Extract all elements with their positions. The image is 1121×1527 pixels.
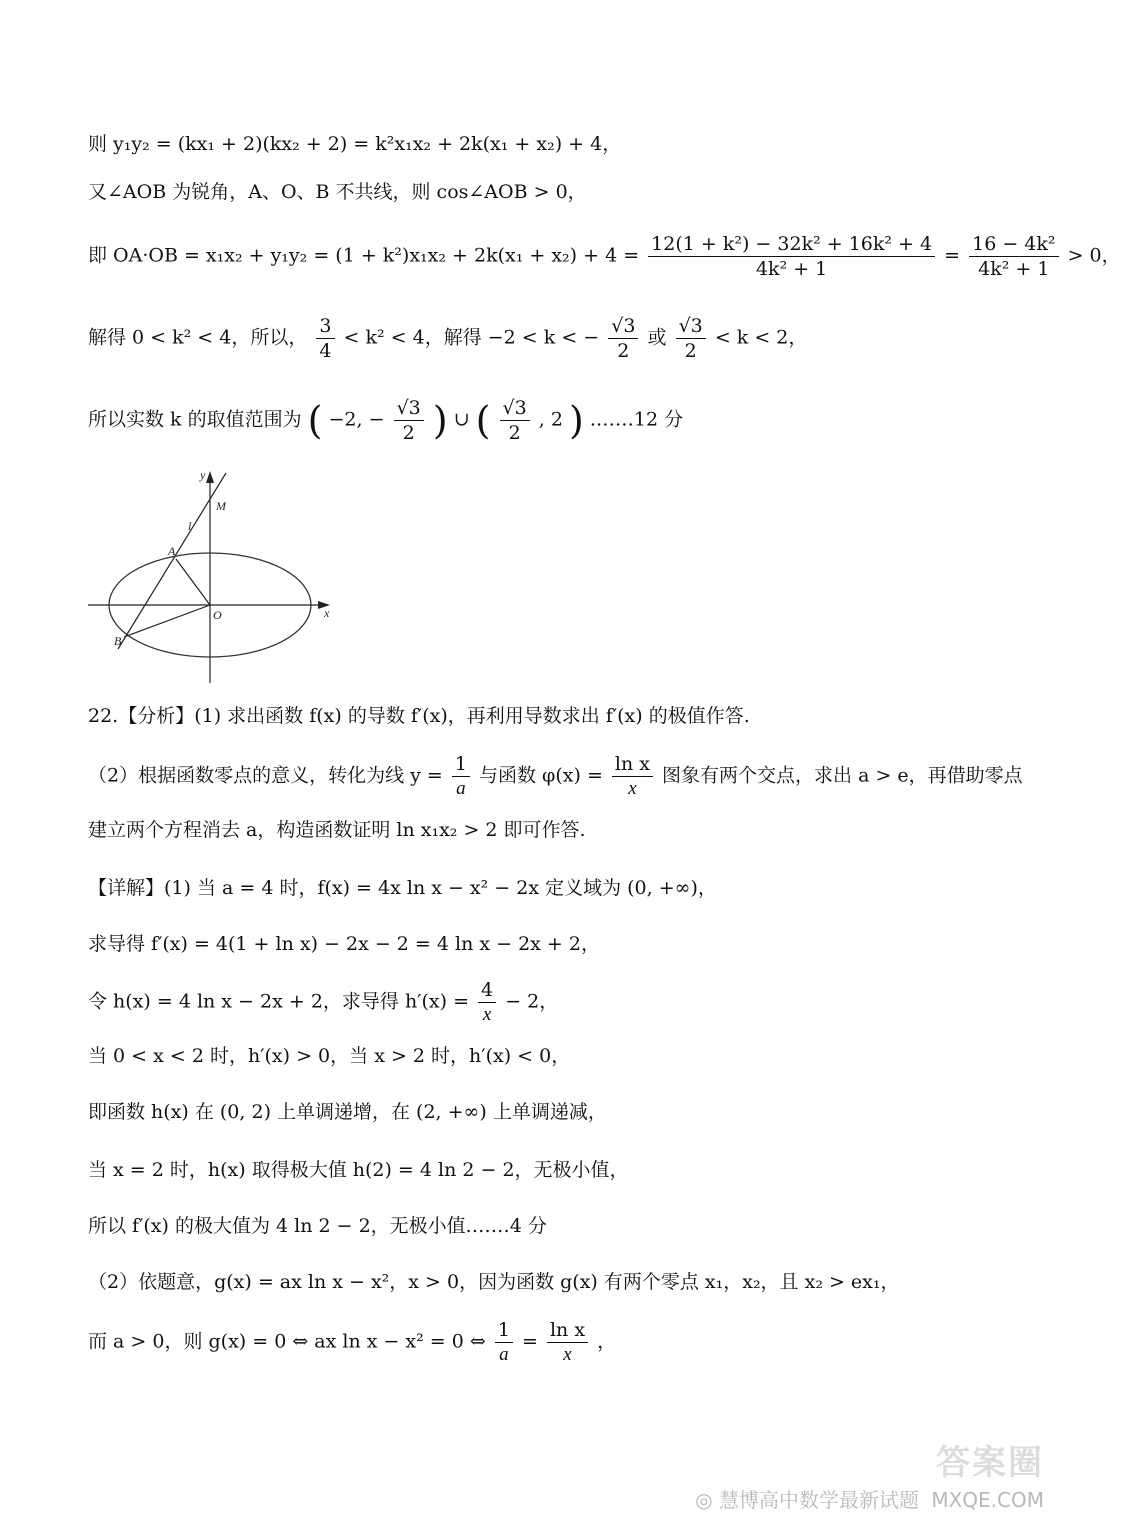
denominator: a (456, 778, 466, 799)
text: 与函数 φ(x) = (479, 764, 603, 787)
fraction (500, 396, 530, 445)
text: 而 a > 0，则 g(x) = 0 ⇔ ax ln x − x² = 0 ⇔ (88, 1330, 486, 1353)
watermark-brand: 答案圈 (936, 1443, 1044, 1483)
watermark (695, 1435, 1044, 1513)
denominator: a (499, 1344, 509, 1365)
numerator: 12(1 + k²) − 32k² + 16k² + 4 (648, 232, 935, 257)
text: 所以 f′(x) 的极大值为 4 ln 2 − 2，无极小值.……4 分 (88, 1215, 547, 1237)
detail-line-1 (88, 874, 717, 902)
text: 所以实数 k 的取值范围为 (88, 408, 302, 431)
fraction (612, 752, 653, 801)
denominator: 2 (508, 422, 521, 444)
text: −2, − (328, 408, 385, 431)
fraction (495, 1318, 513, 1367)
numerator: 1 (452, 752, 470, 777)
numerator: √3 (500, 396, 530, 421)
numerator: √3 (394, 396, 424, 421)
text: < k² < 4，解得 −2 < k < − (343, 326, 600, 349)
label-M: M (216, 499, 226, 513)
text: 则 y₁y₂ = (kx₁ + 2)(kx₂ + 2) = k²x₁x₂ + 2k(x₁ + x₂) + 4， (88, 133, 622, 155)
segment-OA (176, 559, 210, 605)
text: 当 x = 2 时，h(x) 取得极大值 h(2) = 4 ln 2 − 2，无极小值， (88, 1159, 629, 1181)
text: 22.【分析】(1) 求出函数 f(x) 的导数 f′(x)，再利用导数求出 f′(x) 的极值作答. (88, 705, 750, 727)
text: < k < 2， (714, 326, 808, 349)
paren: ) (432, 398, 448, 443)
numerator: ln x (612, 752, 653, 777)
text: 当 0 < x < 2 时，h′(x) > 0，当 x > 2 时，h′(x) < 0， (88, 1045, 571, 1067)
detail-line-8 (88, 1268, 900, 1296)
fraction (547, 1318, 588, 1367)
denominator: x (482, 1004, 492, 1025)
fraction (676, 314, 706, 363)
y-axis-arrow (206, 471, 214, 483)
label-x: x (324, 606, 330, 620)
numerator: √3 (608, 314, 638, 339)
text: （2）依题意，g(x) = ax ln x − x²，x > 0，因为函数 g(x) 有两个零点 x₁，x₂，且 x₂ > ex₁， (88, 1271, 900, 1293)
detail-line-5 (88, 1098, 607, 1126)
numerator: 16 − 4k² (969, 232, 1058, 257)
text: 即函数 h(x) 在 (0, 2) 上单调递增，在 (2, +∞) 上单调递减， (88, 1101, 607, 1123)
text: , 2 (538, 408, 563, 431)
text: = (944, 244, 961, 267)
detail-line-4 (88, 1042, 570, 1070)
text: 【详解】(1) 当 a = 4 时，f(x) = 4x ln x − x² − 2x 定义域为 (0, +∞)， (88, 877, 717, 899)
detail-line-6 (88, 1156, 629, 1184)
fraction (969, 232, 1058, 281)
label-A: A (168, 544, 176, 558)
text: 又∠AOB 为锐角，A、O、B 不共线，则 cos∠AOB > 0， (88, 181, 587, 203)
detail-line-7 (88, 1212, 547, 1240)
paren: ( (307, 398, 323, 443)
text: 解得 0 < k² < 4，所以， (88, 326, 308, 349)
ellipse-figure (86, 465, 346, 685)
detail-line-2 (88, 930, 600, 958)
text: ∪ (453, 408, 470, 431)
label-O: O (213, 608, 222, 622)
solution-line-5 (88, 396, 683, 445)
text: .……12 分 (589, 408, 684, 431)
denominator: 2 (402, 422, 415, 444)
watermark-site: MXQE.COM (931, 1488, 1044, 1512)
numerator: 4 (478, 978, 496, 1003)
numerator: 1 (495, 1318, 513, 1343)
text: （2）根据函数零点的意义，转化为线 y = (88, 764, 443, 787)
fraction (648, 232, 935, 281)
fraction (478, 978, 496, 1027)
fraction (452, 752, 470, 801)
numerator: √3 (676, 314, 706, 339)
denominator: x (628, 778, 637, 799)
denominator: 4k² + 1 (978, 258, 1050, 280)
denominator: 2 (684, 340, 697, 362)
solution-line-1 (88, 130, 621, 158)
q22-analysis-2 (88, 752, 1023, 801)
text: ， (597, 1330, 617, 1353)
text: − 2， (505, 990, 559, 1013)
q22-analysis-1 (88, 702, 750, 730)
label-y: y (200, 468, 206, 482)
text: 求导得 f′(x) = 4(1 + ln x) − 2x − 2 = 4 ln x − 2x + 2， (88, 933, 600, 955)
solution-line-2 (88, 178, 587, 206)
fraction (316, 314, 334, 363)
denominator: x (563, 1344, 572, 1365)
text: 或 (647, 326, 667, 349)
denominator: 4 (319, 340, 332, 362)
paren: ( (475, 398, 491, 443)
text: = (522, 1330, 538, 1353)
text: 建立两个方程消去 a，构造函数证明 ln x₁x₂ > 2 即可作答. (88, 819, 586, 841)
label-B: B (114, 634, 122, 648)
q22-analysis-3 (88, 816, 586, 844)
label-l: l (188, 519, 192, 533)
text: > 0， (1067, 244, 1121, 267)
text: 令 h(x) = 4 ln x − 2x + 2，求导得 h′(x) = (88, 990, 469, 1013)
paren: ) (569, 398, 584, 443)
numerator: 3 (316, 314, 334, 339)
fraction (608, 314, 638, 363)
text: 图象有两个交点，求出 a > e，再借助零点 (662, 764, 1023, 787)
denominator: 4k² + 1 (755, 258, 828, 280)
wechat-icon: ◎ (695, 1488, 713, 1512)
watermark-account: 慧博高中数学最新试题 (718, 1488, 919, 1512)
detail-line-3 (88, 978, 558, 1027)
fraction (394, 396, 424, 445)
segment-OB (124, 605, 210, 637)
denominator: 2 (617, 340, 630, 362)
numerator: ln x (547, 1318, 588, 1343)
detail-line-9 (88, 1318, 616, 1367)
text: 即 OA·OB = x₁x₂ + y₁y₂ = (1 + k²)x₁x₂ + 2k(x₁ + x₂) + 4 = (88, 244, 640, 267)
solution-line-3 (88, 232, 1121, 281)
solution-line-4 (88, 314, 807, 363)
